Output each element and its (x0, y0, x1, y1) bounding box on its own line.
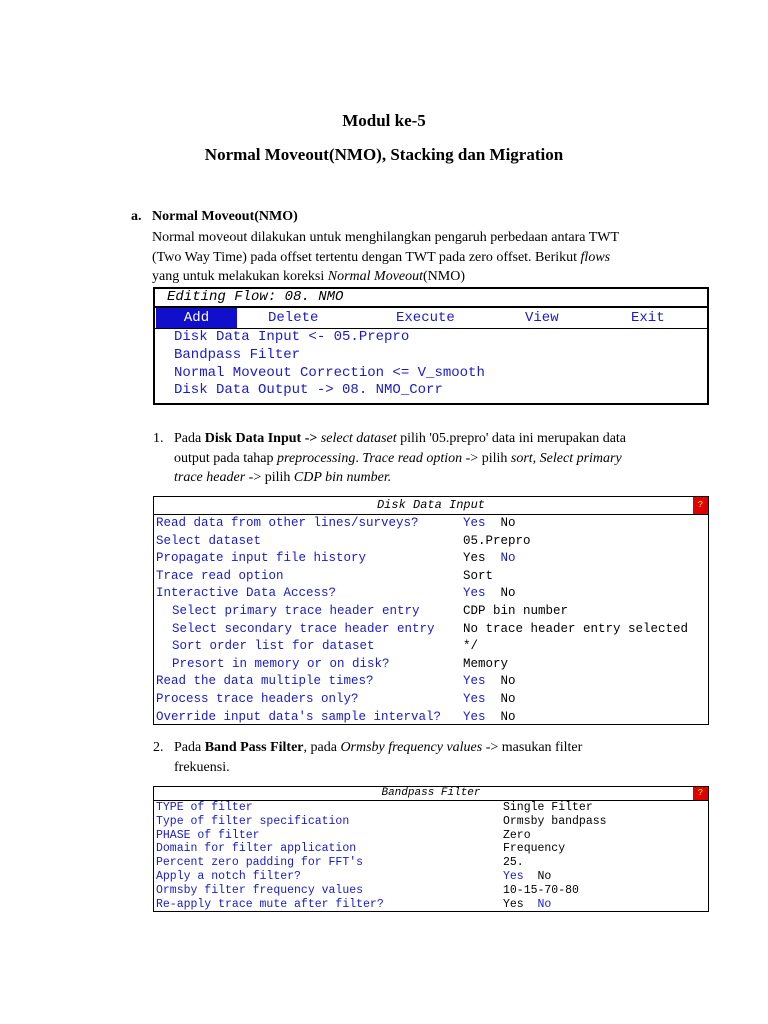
parameter-row (154, 815, 708, 829)
parameter-value (503, 815, 607, 829)
step-1-t6: -> pilih (245, 470, 294, 485)
parameter-value (503, 801, 593, 815)
parameter-row (154, 638, 708, 656)
step-1-trace-read-option: Trace read option (362, 450, 463, 466)
yes-option[interactable]: Yes (463, 551, 486, 566)
bandpass-filter-dialog (153, 786, 709, 912)
parameter-value-text[interactable]: No trace header entry selected (463, 621, 689, 636)
step-2-band-pass-filter: Band Pass Filter (204, 740, 304, 755)
parameter-label[interactable]: Percent zero padding for FFT's (156, 856, 364, 870)
parameter-row (154, 856, 708, 870)
intro-line-2 (152, 248, 672, 268)
step-2-t4: frekuensi. (174, 759, 230, 775)
parameter-label[interactable]: Sort order list for dataset (172, 639, 375, 654)
parameter-row (154, 568, 708, 586)
parameter-label[interactable]: Type of filter specification (156, 814, 350, 828)
menu-add-button[interactable]: Add (156, 308, 237, 328)
parameter-value (463, 691, 516, 709)
parameter-value (503, 898, 551, 912)
parameter-row (154, 709, 708, 727)
menu-view-button[interactable]: View (525, 310, 559, 326)
step-2-number: 2. (153, 740, 164, 755)
parameter-value (463, 656, 508, 674)
parameter-row (154, 533, 708, 551)
parameter-row (154, 585, 708, 603)
parameter-value (503, 870, 551, 884)
step-2-t3: -> masukan filter (482, 740, 583, 755)
parameter-value (463, 533, 531, 551)
module-subtitle: Normal Moveout(NMO), Stacking dan Migration (204, 145, 564, 164)
yes-option[interactable]: Yes (463, 674, 486, 689)
parameter-row (154, 673, 708, 691)
parameter-value-text[interactable]: 25. (503, 856, 524, 870)
editing-flow-menu-bar (155, 308, 707, 329)
parameter-value-text[interactable]: Zero (503, 828, 531, 842)
step-1-text (174, 429, 684, 488)
parameter-label[interactable]: Propagate input file history (156, 551, 367, 566)
parameter-value-text[interactable]: Single Filter (503, 801, 593, 814)
parameter-label[interactable]: TYPE of filter (156, 801, 253, 814)
menu-delete-button[interactable]: Delete (268, 310, 319, 326)
parameter-label[interactable]: Ormsby filter frequency values (156, 883, 364, 897)
step-2-text (174, 738, 684, 777)
parameter-value (463, 621, 688, 639)
step-1-select-dataset: select dataset (317, 431, 397, 446)
parameter-row (154, 884, 708, 898)
parameter-row (154, 898, 708, 912)
yes-option[interactable]: Yes (503, 869, 524, 883)
module-title: Modul ke-5 (342, 111, 426, 130)
parameter-row (154, 870, 708, 884)
parameter-label[interactable]: Select secondary trace header entry (172, 621, 435, 636)
intro-line-1: Normal moveout dilakukan untuk menghilangkan pengaruh perbedaan antara TWT (152, 230, 620, 245)
yes-option[interactable]: Yes (463, 516, 486, 530)
parameter-row (154, 801, 708, 815)
parameter-label[interactable]: Re-apply trace mute after filter? (156, 897, 384, 911)
menu-execute-button[interactable]: Execute (396, 310, 455, 326)
parameter-row (154, 842, 708, 856)
step-1-preprocessing: preprocessing (277, 450, 356, 466)
parameter-row (154, 691, 708, 709)
parameter-label[interactable]: Override input data's sample interval? (156, 709, 442, 724)
step-1-trace-header: trace header (174, 470, 246, 485)
parameter-label[interactable]: Select primary trace header entry (172, 603, 420, 618)
editing-flow-title: Editing Flow: 08. NMO (155, 289, 707, 308)
parameter-label[interactable]: Domain for filter application (156, 842, 357, 856)
step-1-t1: Pada (174, 431, 205, 446)
parameter-value (463, 673, 516, 691)
bandpass-filter-header (154, 787, 708, 801)
intro-paragraph (152, 228, 672, 287)
step-1-t3: output pada tahap (174, 450, 278, 466)
parameter-value-text[interactable]: CDP bin number (463, 603, 569, 618)
step-2-t1: Pada (174, 740, 205, 755)
parameter-value (463, 585, 516, 603)
intro-line-3-suffix: (NMO) (423, 269, 466, 284)
no-option[interactable]: No (500, 691, 516, 706)
parameter-label[interactable]: Apply a notch filter? (156, 869, 301, 883)
yes-option[interactable]: Yes (463, 586, 486, 601)
parameter-row (154, 656, 708, 674)
parameter-value-text[interactable]: Ormsby bandpass (503, 814, 607, 828)
yes-option[interactable]: Yes (463, 709, 486, 724)
disk-data-input-header (154, 497, 708, 515)
yes-option[interactable]: Yes (463, 691, 486, 706)
step-1-number: 1. (153, 431, 164, 446)
flow-item-disk-data-input[interactable]: Disk Data Input <- 05.Prepro (174, 329, 410, 345)
parameter-value (503, 829, 531, 843)
parameter-value-text[interactable]: 10-15-70-80 (503, 883, 579, 897)
disk-data-input-dialog (153, 496, 709, 725)
no-option[interactable]: No (537, 897, 552, 911)
step-1-cdp-bin-number: CDP bin number. (293, 470, 392, 485)
flow-item-nmo-correction[interactable]: Normal Moveout Correction <= V_smooth (174, 365, 485, 381)
intro-nmo-emphasis: Normal Moveout (327, 269, 424, 284)
parameter-value (463, 550, 516, 568)
help-icon[interactable]: ? (693, 787, 708, 800)
parameter-label[interactable]: Read the data multiple times? (156, 674, 374, 689)
parameter-row (154, 621, 708, 639)
parameter-row (154, 829, 708, 843)
parameter-label[interactable]: Presort in memory or on disk? (172, 656, 390, 671)
parameter-value-text[interactable]: Frequency (503, 842, 566, 856)
section-a-label: a. (131, 209, 142, 224)
step-1-t5: -> pilih (462, 450, 511, 466)
step-1-sort-select-primary: sort, Select primary (510, 450, 622, 466)
bandpass-filter-rows (154, 801, 708, 911)
parameter-label[interactable]: PHASE of filter (156, 828, 260, 842)
section-a-heading (131, 209, 298, 225)
yes-option[interactable]: Yes (503, 897, 524, 911)
step-2-ormsby-values: Ormsby frequency values (340, 740, 483, 755)
parameter-row (154, 515, 708, 533)
no-option[interactable]: No (537, 869, 552, 883)
no-option[interactable]: No (500, 709, 516, 724)
menu-exit-button[interactable]: Exit (631, 310, 665, 326)
intro-line-2-text: (Two Way Time) pada offset tertentu dengan TWT pada zero offset. Berikut (152, 249, 581, 265)
no-option[interactable]: No (500, 551, 516, 566)
parameter-row (154, 603, 708, 621)
no-option[interactable]: No (500, 586, 516, 601)
intro-flows-emphasis: flows (580, 249, 611, 265)
parameter-label[interactable]: Trace read option (156, 568, 284, 583)
parameter-value (463, 709, 516, 727)
flow-item-bandpass-filter[interactable]: Bandpass Filter (174, 347, 301, 363)
parameter-value-text[interactable]: */ (463, 639, 479, 654)
parameter-value (463, 568, 493, 586)
parameter-label[interactable]: Interactive Data Access? (156, 586, 337, 601)
step-1-t4: . (355, 450, 363, 466)
parameter-label[interactable]: Read data from other lines/surveys? (156, 516, 419, 530)
parameter-label[interactable]: Process trace headers only? (156, 691, 359, 706)
parameter-label[interactable]: Select dataset (156, 533, 262, 548)
parameter-value-text[interactable]: Memory (463, 656, 509, 671)
parameter-value (463, 638, 478, 656)
step-2-t2: , pada (303, 740, 341, 755)
section-a-title: Normal Moveout(NMO) (152, 209, 298, 224)
bandpass-filter-title: Bandpass Filter (381, 787, 481, 799)
intro-line-3-text: yang untuk melakukan koreksi (152, 269, 328, 284)
parameter-value-text[interactable]: Sort (463, 568, 494, 583)
parameter-value (463, 515, 516, 533)
parameter-value (503, 856, 524, 870)
parameter-row (154, 550, 708, 568)
disk-data-input-title: Disk Data Input (376, 498, 486, 512)
step-1-disk-data-input: Disk Data Input -> (204, 431, 318, 446)
intro-line-3 (152, 267, 672, 287)
step-1-t2: pilih '05.prepro' data ini merupakan data (396, 431, 627, 446)
editing-flow-window (153, 287, 709, 405)
parameter-value (463, 603, 568, 621)
no-option[interactable]: No (500, 516, 516, 530)
no-option[interactable]: No (500, 674, 516, 689)
parameter-value-text[interactable]: 05.Prepro (463, 533, 531, 548)
disk-data-input-rows (154, 515, 708, 726)
parameter-value (503, 842, 565, 856)
parameter-value (503, 884, 579, 898)
help-icon[interactable]: ? (693, 497, 708, 514)
flow-item-disk-data-output[interactable]: Disk Data Output -> 08. NMO_Corr (174, 382, 443, 398)
